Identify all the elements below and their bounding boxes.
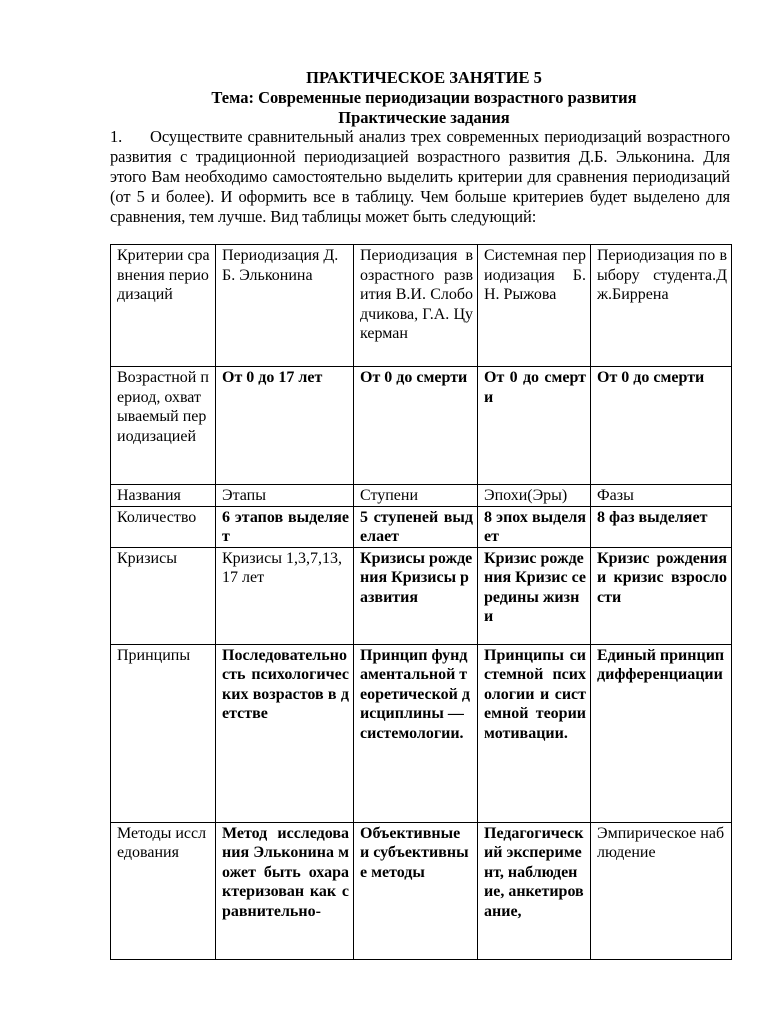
task-text: Осуществите сравнительный анализ трех современных периодизаций возрастного развития с традиционной периодизацией возрастного развития Д.Б. Эльконина. Для этого Вам необходимо самостоятельно выделить критерии для сравнения периодизаций (от 5 и более). И оформить все в таблицу. Чем больше критериев будет выделено для сравнения, тем лучше. Вид таблицы может быть следующий: — [110, 127, 730, 226]
table-cell: Педагогический эксперимент, наблюдение, анкетирование, — [478, 822, 591, 959]
table-cell: Фазы — [591, 485, 732, 507]
task-paragraph — [110, 127, 730, 227]
table-cell: Этапы — [216, 485, 354, 507]
table-cell: Кризис рождения Кризис середины жизни — [478, 547, 591, 644]
header-cell: Критерии сравнения периодизаций — [111, 245, 216, 367]
table-cell: Принципы системной психологии и системной теории мотивации. — [478, 644, 591, 822]
table-cell: Количество — [111, 506, 216, 547]
table-cell: Кризисы 1,3,7,13,17 лет — [216, 547, 354, 644]
table-cell: 8 эпох выделяет — [478, 506, 591, 547]
table-cell: 8 фаз выделяет — [591, 506, 732, 547]
table-cell: Возрастной период, охватываемый периодизацией — [111, 367, 216, 485]
section-heading: Практические задания — [338, 108, 510, 127]
table-cell: Принцип фундаментальной теоретической дисциплины — системологии. — [354, 644, 478, 822]
table-cell: Единый принцип дифференциации — [591, 644, 732, 822]
table-cell: 6 этапов выделяет — [216, 506, 354, 547]
table-row — [111, 367, 732, 485]
table-cell: Эпохи(Эры) — [478, 485, 591, 507]
table-row — [111, 485, 732, 507]
table-cell: Последовательность психологических возрастов в детстве — [216, 644, 354, 822]
table-cell: Принципы — [111, 644, 216, 822]
table-cell: От 0 до 17 лет — [216, 367, 354, 485]
table-cell: Метод исследования Эльконина может быть охарактеризован как сравнительно- — [216, 822, 354, 959]
comparison-table — [110, 244, 732, 960]
table-row — [111, 547, 732, 644]
table-cell: Названия — [111, 485, 216, 507]
page-title: ПРАКТИЧЕСКОЕ ЗАНЯТИЕ 5 — [306, 68, 542, 87]
table-row — [111, 822, 732, 959]
table-cell: От 0 до смерти — [354, 367, 478, 485]
header-cell: Периодизация возрастного развития В.И. Слободчикова, Г.А. Цукерман — [354, 245, 478, 367]
header-cell: Системная периодизация Б.Н. Рыжова — [478, 245, 591, 367]
table-row — [111, 506, 732, 547]
table-cell: Эмпирическое наблюдение — [591, 822, 732, 959]
header-cell: Периодизация по выбору студента.Дж.Биррена — [591, 245, 732, 367]
table-cell: От 0 до смерти — [478, 367, 591, 485]
table-cell: Кризис рождения и кризис взрослости — [591, 547, 732, 644]
task-number: 1. — [110, 127, 123, 146]
table-row — [111, 644, 732, 822]
table-cell: От 0 до смерти — [591, 367, 732, 485]
topic-heading: Тема: Современные периодизации возрастного развития — [211, 88, 637, 107]
table-cell: Методы исследования — [111, 822, 216, 959]
table-cell: Кризисы — [111, 547, 216, 644]
table-cell: 5 ступеней выделает — [354, 506, 478, 547]
table-cell: Ступени — [354, 485, 478, 507]
header-cell: Периодизация Д.Б. Эльконина — [216, 245, 354, 367]
table-cell: Кризисы рождения Кризисы развития — [354, 547, 478, 644]
table-header-row — [111, 245, 732, 367]
table-cell: Объективные и субъективные методы — [354, 822, 478, 959]
